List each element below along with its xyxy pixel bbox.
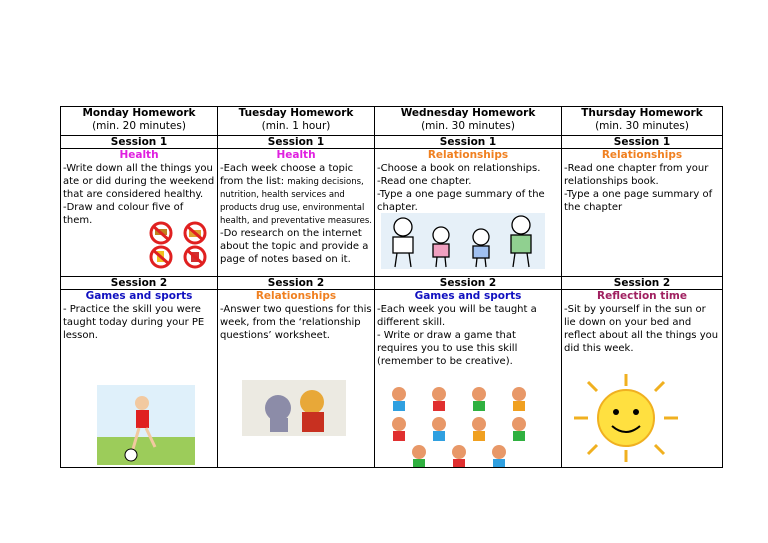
homework-table <box>60 106 723 468</box>
topic-title: Health <box>119 149 159 161</box>
topic-title: Relationships <box>427 149 509 161</box>
topic-title: Reflection time <box>597 290 687 302</box>
day-title: Wednesday Homework <box>400 107 536 119</box>
family-cartoon-image <box>381 213 545 269</box>
kids-playing-games-image <box>383 384 543 470</box>
session-label: Session 1 <box>218 136 375 149</box>
task-text: -Read one chapter from your relationships book. -Type a one page summary of the chapter <box>564 163 713 213</box>
task-text: -Each week choose a topic from the list: <box>220 163 354 187</box>
cell-monday-s2 <box>61 290 218 468</box>
task-text: - Practice the skill you were taught today during your PE lesson. <box>63 304 205 341</box>
day-duration: (min. 1 hour) <box>261 120 331 132</box>
session1-content-row <box>61 149 723 277</box>
day-duration: (min. 20 minutes) <box>92 120 186 132</box>
session-label: Session 1 <box>375 136 562 149</box>
session-label: Session 2 <box>218 277 375 290</box>
session-label: Session 2 <box>562 277 723 290</box>
cell-wednesday-s2 <box>375 290 562 468</box>
header-thursday <box>562 107 723 136</box>
session1-row <box>61 136 723 149</box>
cell-tuesday-s1 <box>218 149 375 277</box>
header-monday <box>61 107 218 136</box>
day-duration: (min. 30 minutes) <box>421 120 515 132</box>
topic-title: Relationships <box>601 149 683 161</box>
task-text-2: -Do research on the internet about the topic and provide a page of notes based on it. <box>220 228 369 265</box>
no-food-icon <box>151 223 205 267</box>
session-label: Session 1 <box>61 136 218 149</box>
session-label: Session 2 <box>375 277 562 290</box>
day-title: Tuesday Homework <box>238 107 354 119</box>
header-tuesday <box>218 107 375 136</box>
cell-monday-s1 <box>61 149 218 277</box>
topic-list-text: making decisions, nutrition, health services and products drug use, environmental health, and preventative measures. <box>220 177 372 226</box>
no-junk-food-image <box>147 221 215 271</box>
task-text: -Sit by yourself in the sun or lie down on your bed and reflect about all the things you did this week. <box>564 304 719 354</box>
cell-tuesday-s2 <box>218 290 375 468</box>
topic-title: Games and sports <box>414 290 522 302</box>
task-text: -Answer two questions for this week, from the ‘relationship questions’ worksheet. <box>220 304 372 341</box>
pooh-eeyore-image <box>242 380 346 436</box>
session2-row <box>61 277 723 290</box>
session-label: Session 2 <box>61 277 218 290</box>
topic-title: Health <box>276 149 316 161</box>
topic-title: Relationships <box>255 290 337 302</box>
sun-image <box>566 372 686 464</box>
day-duration: (min. 30 minutes) <box>595 120 689 132</box>
topic-title: Games and sports <box>85 290 193 302</box>
day-title: Thursday Homework <box>581 107 703 119</box>
cell-wednesday-s1 <box>375 149 562 277</box>
session2-content-row <box>61 290 723 468</box>
cell-thursday-s2 <box>562 290 723 468</box>
day-title: Monday Homework <box>82 107 196 119</box>
cell-thursday-s1 <box>562 149 723 277</box>
soccer-player-image <box>97 385 195 465</box>
task-text: -Choose a book on relationships. -Read one chapter. -Type a one page summary of the chapter. <box>377 163 545 213</box>
task-text: -Each week you will be taught a different skill. - Write or draw a game that requires you to use this skill (remember to be creative). <box>377 304 537 367</box>
session-label: Session 1 <box>562 136 723 149</box>
header-wednesday <box>375 107 562 136</box>
header-row <box>61 107 723 136</box>
task-text: -Write down all the things you ate or did during the weekend that are considered healthy. -Draw and colour five of them. <box>63 163 215 226</box>
